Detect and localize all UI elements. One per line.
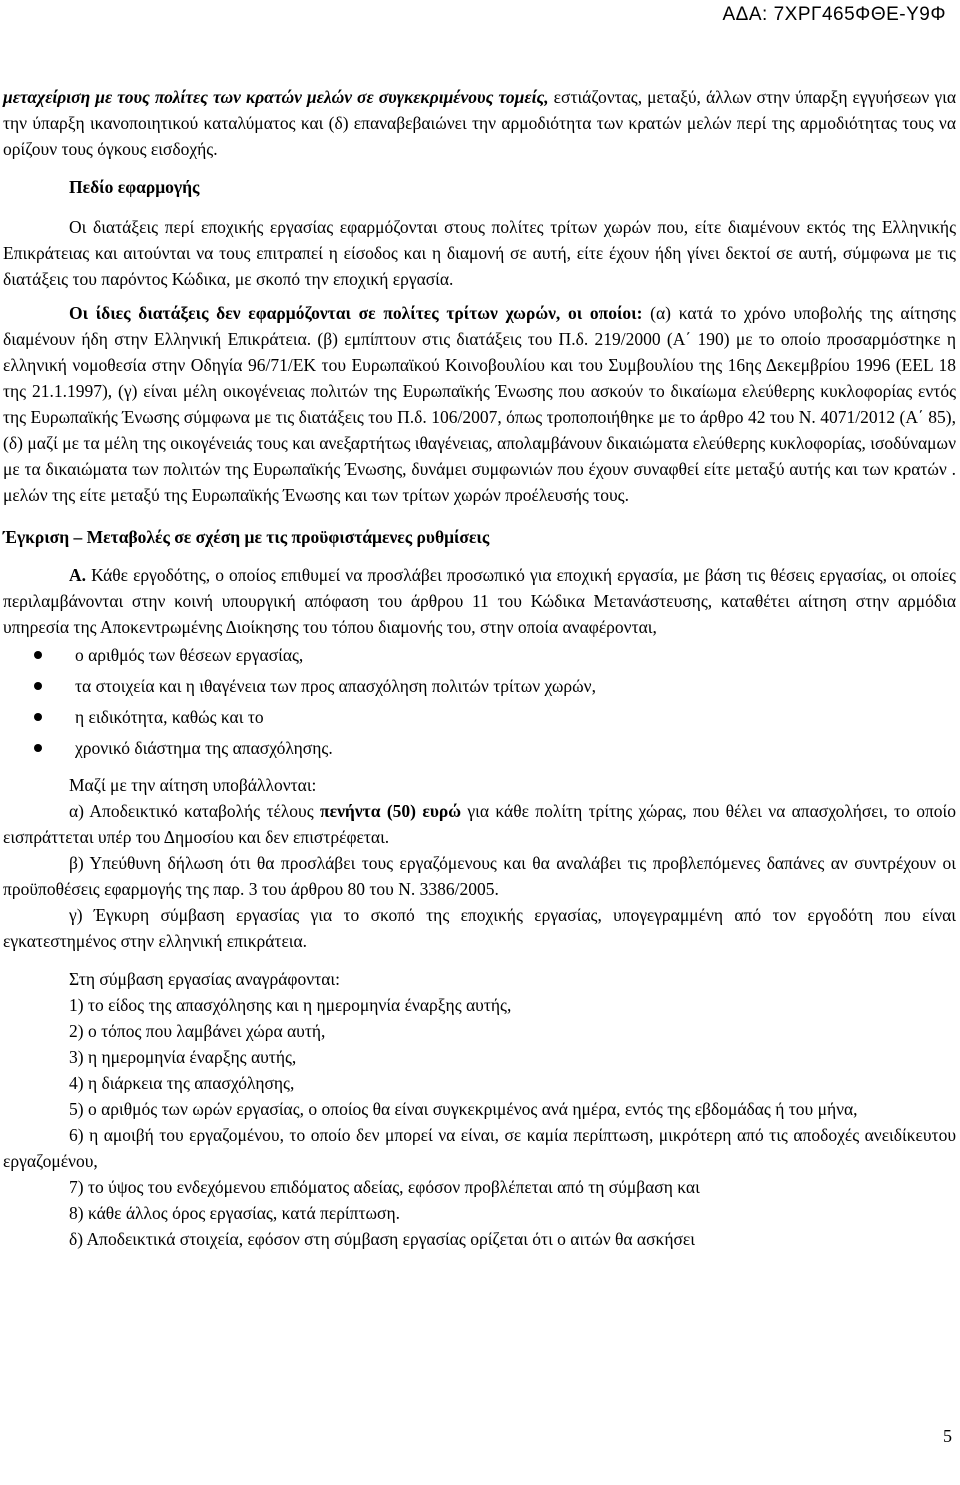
ada-header: ΑΔΑ: 7ΧΡΓ465ΦΘΕ-Υ9Φ xyxy=(722,4,946,25)
contract-item: 5) ο αριθμός των ωρών εργασίας, ο οποίος θα είναι συγκεκριμένος ανά ημέρα, εντός της εβδομάδας ή του μήνα, xyxy=(69,1099,858,1119)
bullet-icon xyxy=(34,744,42,752)
bullet-item: χρονικό διάστημα της απασχόλησης. xyxy=(3,733,956,764)
approval-a-label: Α. xyxy=(69,565,87,585)
contract-item: 1) το είδος της απασχόλησης και η ημερομηνία έναρξης αυτής, xyxy=(69,995,512,1015)
approval-paragraph-a xyxy=(3,562,956,640)
scope-paragraph-2 xyxy=(3,300,956,508)
submit-item-d: δ) Αποδεικτικά στοιχεία, εφόσον στη σύμβαση εργασίας ορίζεται ότι ο αιτών θα ασκήσει xyxy=(69,1229,695,1249)
bullet-icon xyxy=(34,651,42,659)
submit-intro: Μαζί με την αίτηση υποβάλλονται: xyxy=(69,775,317,795)
intro-text: εστιάζοντας, μεταξύ, άλλων στην ύπαρξη εγγυήσεων για την ύπαρξη ικανοποιητικού καταλύματος και (δ) επαναβεβαιώνει την αρμοδιότητα των κρατών μελών περί της αρμοδιότητας τους να ορίζουν τους όγκους εισδοχής. xyxy=(3,87,956,159)
approval-title: Έγκριση – Μεταβολές σε σχέση με τις προϋφιστάμενες ρυθμίσεις xyxy=(3,527,490,547)
contract-item: 7) το ύψος του ενδεχόμενου επιδόματος αδείας, εφόσον προβλέπεται από τη σύμβαση και xyxy=(69,1177,700,1197)
scope-p2-bold: Οι ίδιες διατάξεις δεν εφαρμόζονται σε πολίτες τρίτων χωρών, οι οποίοι: xyxy=(69,303,643,323)
bullet-item: η ειδικότητα, καθώς και το xyxy=(3,702,956,733)
scope-title: Πεδίο εφαρμογής xyxy=(69,177,200,197)
scope-p2-text: (α) κατά το χρόνο υποβολής της αίτησης διαμένουν ήδη στην Ελληνική Επικράτεια. (β) εμπίπτουν στις διατάξεις του Π.δ. 219/2000 (Α΄ 190) με το οποίο προσαρμόστηκε η ελληνική νομοθεσία στην Οδηγία 96/71/ΕΚ του Ευρωπαϊκού Κοινοβουλίου και του Συμβουλίου της 16ης Δεκεμβρίου 1996 (EEL 18 της 21.1.1997), (γ) είναι μέλη οικογένειας πολιτών της Ευρωπαϊκής Ένωσης που ασκούν το δικαίωμα ελεύθερης κυκλοφορίας εντός της Ευρωπαϊκής Ένωσης σύμφωνα με τις διατάξεις του Π.δ. 106/2007, όπως τροποποιήθηκε με το άρθρο 42 του Ν. 4071/2012 (Α΄ 85), (δ) μαζί με τα μέλη της οικογένειάς τους και ανεξαρτήτως ιθαγένειας, απολαμβάνουν δικαιώματα ελεύθερης κυκλοφορίας, ισοδύναμων με τα δικαιώματα των πολιτών της Ευρωπαϊκής Ένωσης, δυνάμει συμφωνιών που έχουν συναφθεί είτε μεταξύ αυτής και των κρατών . μελών της είτε μεταξύ της Ευρωπαϊκής Ένωσης και των τρίτων χωρών προέλευσής τους. xyxy=(3,303,956,505)
fee-amount: πενήντα (50) ευρώ xyxy=(320,801,462,821)
contract-item: 6) η αμοιβή του εργαζομένου, το οποίο δεν μπορεί να είναι, σε καμία περίπτωση, μικρότερη από τις αποδοχές ανειδίκευτου εργαζομένου, xyxy=(3,1125,956,1171)
bullet-icon xyxy=(34,713,42,721)
scope-paragraph-1: Οι διατάξεις περί εποχικής εργασίας εφαρμόζονται στους πολίτες τρίτων χωρών που, είτε διαμένουν εκτός της Ελληνικής Επικράτειας και αιτούνται να τους επιτραπεί η είσοδος και η διαμονή σε αυτή, είτε έχουν ήδη γίνει δεκτοί σε αυτή, σύμφωνα με τις διατάξεις του παρόντος Κώδικα, με σκοπό την εποχική εργασία. xyxy=(3,217,956,289)
bullet-item: τα στοιχεία και η ιθαγένεια των προς απασχόληση πολιτών τρίτων χωρών, xyxy=(3,671,956,702)
positions-bullet-list xyxy=(3,640,956,764)
bullet-item: ο αριθμός των θέσεων εργασίας, xyxy=(3,640,956,671)
page-number: 5 xyxy=(943,1426,952,1446)
submit-item-a: α) Αποδεικτικό καταβολής τέλους πενήντα (50) ευρώ για κάθε πολίτη τρίτης χώρας, που θέλει να απασχολήσει, το οποίο εισπράττεται υπέρ του Δημοσίου και δεν επιστρέφεται. xyxy=(3,801,956,847)
contract-item: 4) η διάρκεια της απασχόλησης, xyxy=(69,1073,295,1093)
contract-intro: Στη σύμβαση εργασίας αναγράφονται: xyxy=(69,969,340,989)
submit-item-b: β) Υπεύθυνη δήλωση ότι θα προσλάβει τους εργαζόμενους και θα αναλάβει τις προβλεπόμενες δαπάνες αν συντρέχουν οι προϋποθέσεις εφαρμογής της παρ. 3 του άρθρου 80 του Ν. 3386/2005. xyxy=(3,853,956,899)
contract-item: 3) η ημερομηνία έναρξης αυτής, xyxy=(69,1047,297,1067)
intro-bold-italic: μεταχείριση με τους πολίτες των κρατών μελών σε συγκεκριμένους τομείς, xyxy=(3,87,549,107)
contract-item: 8) κάθε άλλος όρος εργασίας, κατά περίπτωση. xyxy=(69,1203,400,1223)
submit-item-c: γ) Έγκυρη σύμβαση εργασίας για το σκοπό της εποχικής εργασίας, υπογεγραμμένη από τον εργοδότη που είναι εγκατεστημένος στην ελληνική επικράτεια. xyxy=(3,905,956,951)
bullet-icon xyxy=(34,682,42,690)
document-page xyxy=(3,84,956,1252)
contract-item: 2) ο τόπος που λαμβάνει χώρα αυτή, xyxy=(69,1021,326,1041)
intro-paragraph xyxy=(3,84,956,162)
approval-a-text: Κάθε εργοδότης, ο οποίος επιθυμεί να προσλάβει προσωπικό για εποχική εργασία, με βάση τις θέσεις εργασίας, οι οποίες περιλαμβάνονται στην κοινή υπουργική απόφαση του άρθρου 11 του Κώδικα Μετανάστευσης, καταθέτει αίτηση στην αρμόδια υπηρεσία της Αποκεντρωμένης Διοίκησης του τόπου διαμονής του, στην οποία αναφέρονται, xyxy=(3,565,956,637)
